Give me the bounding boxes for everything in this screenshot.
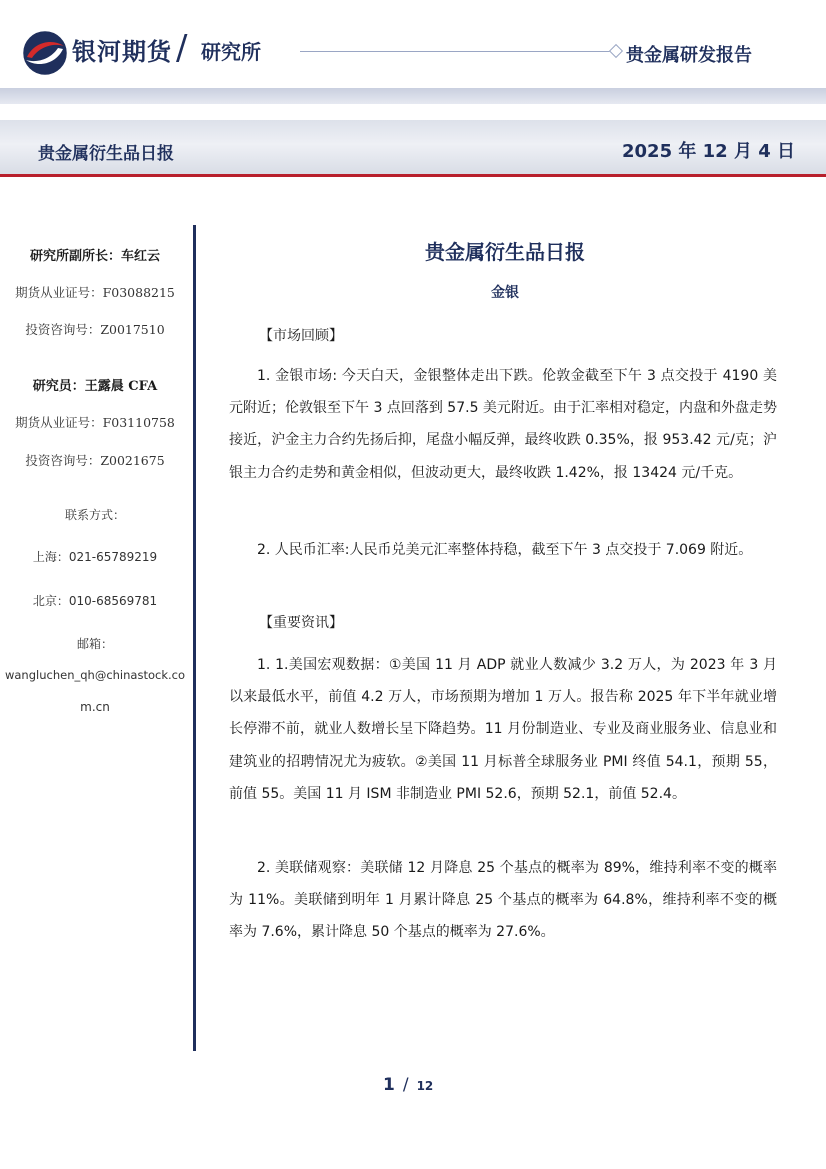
email-address[interactable]: wangluchen_qh@chinastock.co (4, 668, 185, 682)
paragraph-us-macro: 1. 1.美国宏观数据：①美国 11 月 ADP 就业人数减少 3.2 万人，为 2023 年 3 月以来最低水平，前值 4.2 万人，市场预期为增加 1 万人。报告称 2025 年下半年就业增长停滞不前，就业人数增长呈下降趋势。11 月份制造业、专业及商业服务业、信息业和建筑业的招聘情况尤为疲软。②美国 11 月标普全球服务业 PMI 终值 54.1，预期 55，前值 55。美国 11 月 ISM 非制造业 PMI 52.6，预期 52.1，前值 52.4。 (229, 657, 777, 802)
diamond-marker (609, 44, 623, 58)
document-title: 贵金属衍生品日报 (425, 240, 585, 264)
header-divider: / (176, 28, 188, 68)
paragraph-fed-watch: 2. 美联储观察：美联储 12 月降息 25 个基点的概率为 89%，维持利率不变的概率为 11%。美联储到明年 1 月累计降息 25 个基点的概率为 64.8%，维持利率不变的概率为 7.6%，累计降息 50 个基点的概率为 27.6%。 (229, 860, 777, 941)
brand-name: 银河期货 (72, 38, 172, 66)
header-band (0, 88, 826, 104)
band-title: 贵金属衍生品日报 (38, 144, 174, 164)
consult-number: 投资咨询号：Z0017510 (25, 322, 165, 337)
page-indicator (383, 1075, 433, 1095)
license-number: 期货从业证号：F03110758 (15, 415, 175, 430)
header-rule (300, 51, 616, 52)
page-separator: / (402, 1075, 409, 1095)
phone-beijing: 北京：010-68569781 (32, 594, 158, 608)
document-subtitle: 金银 (491, 285, 519, 301)
email-address-cont[interactable]: m.cn (80, 700, 110, 714)
section-market-review: 【市场回顾】 (259, 328, 343, 344)
phone-shanghai: 上海：021-65789219 (32, 550, 158, 564)
paragraph-market: 1. 金银市场: 今天白天，金银整体走出下跌。伦敦金截至下午 3 点交投于 4190 美元附近；伦敦银至下午 3 点回落到 57.5 美元附近。由于汇率相对稳定，内盘和外盘走势接近，沪金主力合约先扬后抑，尾盘小幅反弹，最终收跌 0.35%，报 953.42 元/克；沪银主力合约走势和黄金相似，但波动更大，最终收跌 1.42%，报 13424 元/千克。 (229, 368, 777, 481)
page-total: 12 (416, 1079, 434, 1093)
department-name: 研究所 (201, 40, 261, 64)
paragraph-fx: 2. 人民币汇率:人民币兑美元汇率整体持稳，截至下午 3 点交投于 7.069 附近。 (257, 542, 753, 558)
email-heading: 邮箱： (76, 637, 113, 651)
contact-heading: 联系方式： (64, 508, 125, 522)
page-current: 1 (383, 1075, 395, 1095)
report-type: 贵金属研发报告 (626, 45, 752, 66)
deputy-director: 研究所副所长：车红云 (29, 249, 160, 264)
report-date: 2025 年 12 月 4 日 (622, 141, 796, 162)
license-number: 期货从业证号：F03088215 (15, 285, 175, 300)
galaxy-logo-icon (22, 30, 68, 76)
sidebar-divider (193, 225, 196, 1051)
researcher: 研究员：王露晨 CFA (32, 379, 158, 394)
title-band-accent (0, 174, 826, 177)
section-key-news: 【重要资讯】 (259, 615, 343, 631)
consult-number: 投资咨询号：Z0021675 (25, 453, 165, 468)
